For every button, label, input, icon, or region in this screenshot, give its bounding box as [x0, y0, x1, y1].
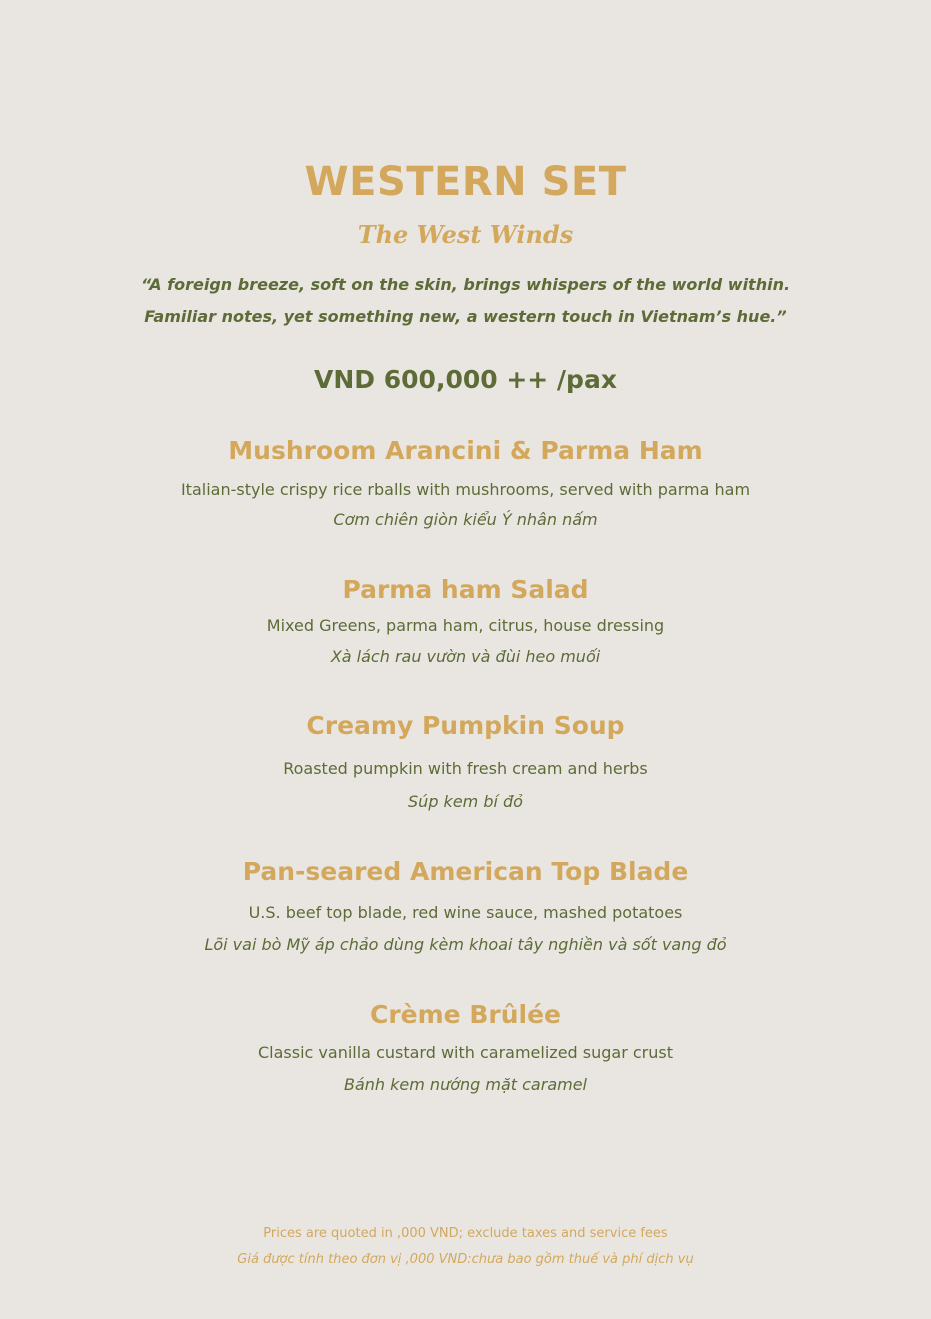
- dish-name: Crème Brûlée: [369, 1000, 561, 1029]
- dish-description: Italian-style crispy rice rballs with mushrooms, served with parma ham: [180, 480, 751, 499]
- dish-vietnamese-name: Bánh kem nướng mặt caramel: [344, 1075, 587, 1094]
- quote-line-2: Familiar notes, yet something new, a western touch in Vietnam’s hue.”: [144, 307, 787, 326]
- dish-description: Classic vanilla custard with caramelized sugar crust: [258, 1043, 673, 1062]
- menu-title: WESTERN SET: [304, 159, 627, 205]
- quote-line-1: “A foreign breeze, soft on the skin, brings whispers of the world within.: [140, 275, 791, 294]
- set-price: VND 600,000 ++ /pax: [314, 365, 617, 394]
- dish-description: Mixed Greens, parma ham, citrus, house dressing: [266, 616, 665, 635]
- dish-name: Pan-seared American Top Blade: [242, 857, 689, 886]
- dish-name: Parma ham Salad: [342, 575, 589, 604]
- dish-name: Creamy Pumpkin Soup: [306, 711, 625, 740]
- price-note: Prices are quoted in ,000 VND; exclude taxes and service fees: [263, 1226, 668, 1241]
- dish-vietnamese-name: Cơm chiên giòn kiểu Ý nhân nấm: [333, 510, 598, 529]
- dish-vietnamese-name: Xà lách rau vườn và đùi heo muối: [330, 647, 601, 666]
- dish-description: Roasted pumpkin with fresh cream and herbs: [283, 759, 648, 778]
- menu-subtitle: The West Winds: [357, 220, 574, 249]
- dish-vietnamese-name: Súp kem bí đỏ: [408, 792, 523, 811]
- dish-description: U.S. beef top blade, red wine sauce, mashed potatoes: [248, 903, 683, 922]
- dish-vietnamese-name: Lõi vai bò Mỹ áp chảo dùng kèm khoai tây nghiền và sốt vang đỏ: [204, 935, 727, 954]
- price-note-vietnamese: Giá được tính theo đơn vị ,000 VND:chưa bao gồm thuế và phí dịch vụ: [237, 1252, 694, 1267]
- dish-name: Mushroom Arancini & Parma Ham: [228, 436, 703, 465]
